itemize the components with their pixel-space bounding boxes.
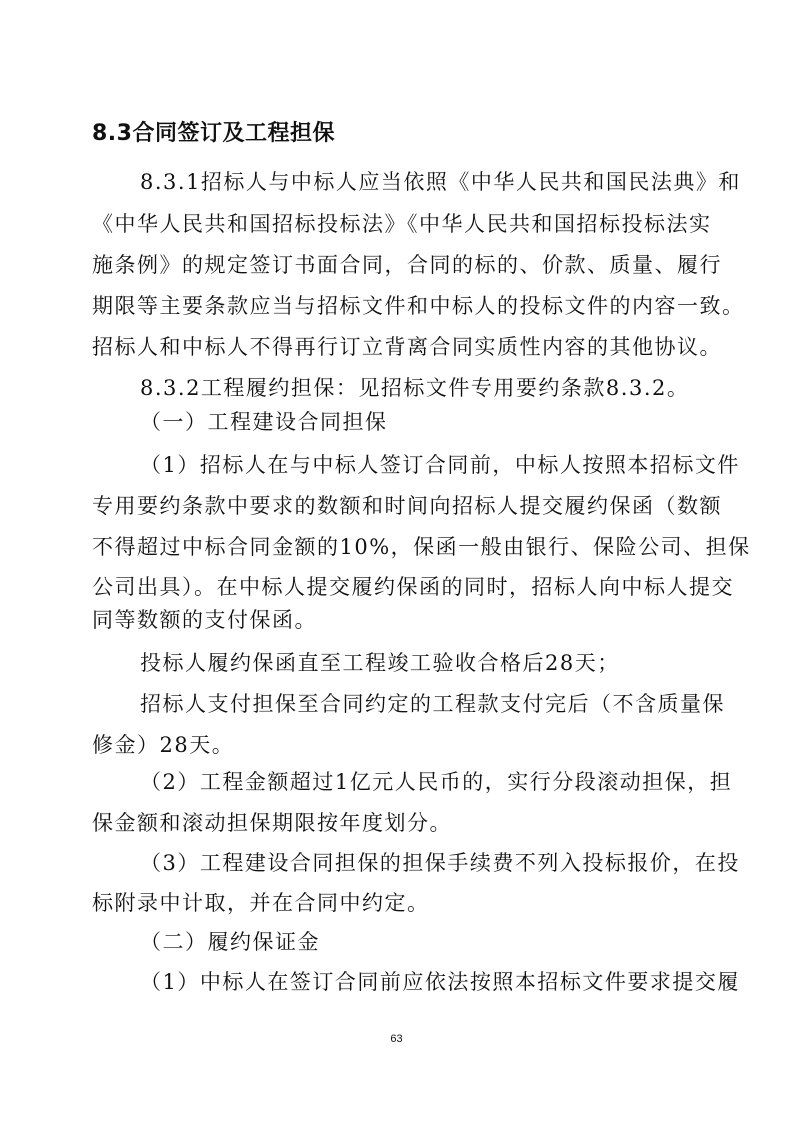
paragraph-line: 同等数额的支付保函。 (92, 608, 317, 632)
paragraph-line: 修金）28天。 (92, 733, 235, 757)
paragraph-line: 8.3.2工程履约担保：见招标文件专用要约条款8.3.2。 (140, 376, 690, 400)
paragraph-line: （1）招标人在与中标人签订合同前，中标人按照本招标文件 (140, 453, 740, 477)
paragraph-line: 公司出具）。在中标人提交履约保函的同时，招标人向中标人提交 (92, 575, 734, 599)
subsection-heading: （一）工程建设合同担保 (140, 410, 388, 434)
page-number: 63 (390, 1033, 403, 1045)
subsection-heading: （二）履约保证金 (140, 930, 320, 954)
section-heading: 8.3合同签订及工程担保 (92, 121, 335, 146)
paragraph-line: 专用要约条款中要求的数额和时间向招标人提交履约保函（数额 (92, 494, 722, 518)
paragraph-line: （2）工程金额超过1亿元人民币的，实行分段滚动担保，担 (140, 770, 733, 794)
paragraph-line: （3）工程建设合同担保的担保手续费不列入投标报价，在投 (140, 851, 740, 875)
paragraph-line: 施条例》的规定签订书面合同，合同的标的、价款、质量、履行 (92, 253, 722, 277)
paragraph-line: 期限等主要条款应当与招标文件和中标人的投标文件的内容一致。 (92, 294, 745, 318)
paragraph-line: 《中华人民共和国招标投标法》《中华人民共和国招标投标法实 (92, 212, 712, 236)
paragraph-line: 投标人履约保函直至工程竣工验收合格后28天； (140, 651, 620, 675)
paragraph-line: 招标人和中标人不得再行订立背离合同实质性内容的其他协议。 (92, 335, 722, 359)
paragraph-line: 保金额和滚动担保期限按年度划分。 (92, 811, 452, 835)
paragraph-line: 标附录中计取，并在合同中约定。 (92, 891, 430, 915)
paragraph-line: 招标人支付担保至合同约定的工程款支付完后（不含质量保 (140, 692, 725, 716)
paragraph-line: 不得超过中标合同金额的10%，保函一般由银行、保险公司、担保 (92, 535, 751, 559)
paragraph-line: 8.3.1招标人与中标人应当依照《中华人民共和国民法典》和 (140, 170, 741, 194)
paragraph-line: （1）中标人在签订合同前应依法按照本招标文件要求提交履 (140, 970, 740, 994)
